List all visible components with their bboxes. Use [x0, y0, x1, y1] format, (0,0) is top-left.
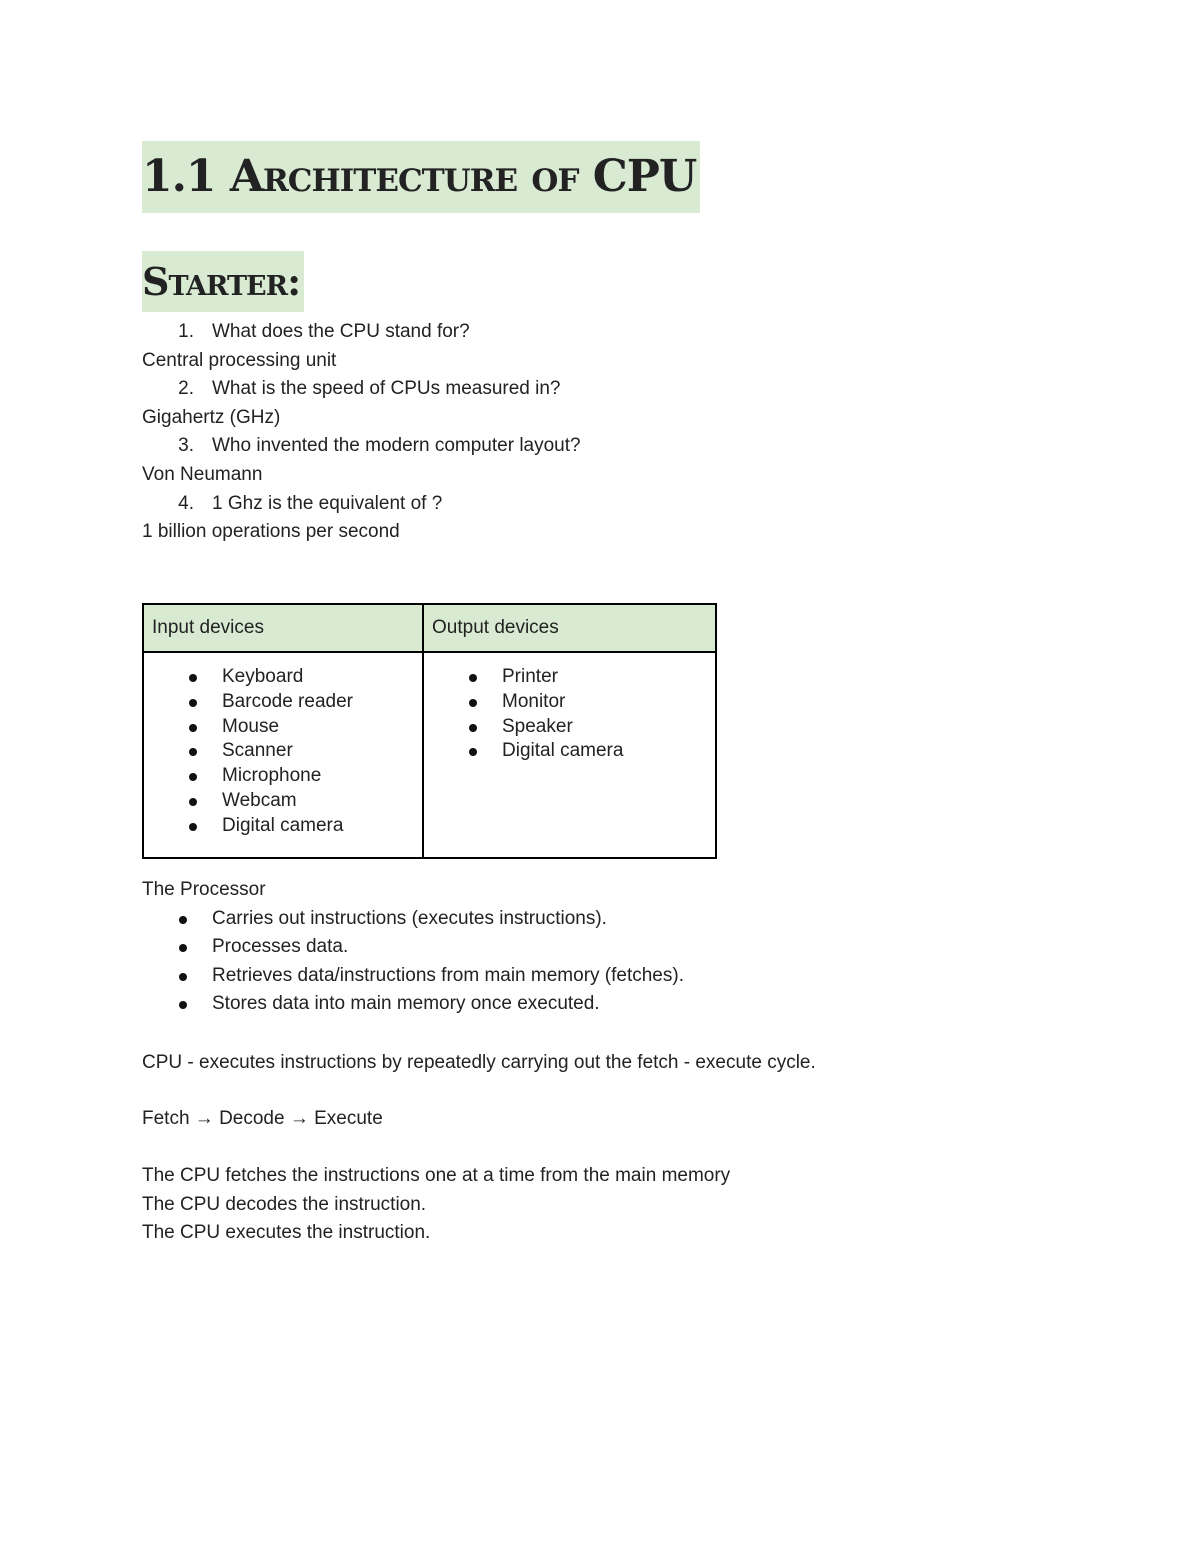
processor-points: [142, 905, 1042, 1019]
list-item: [144, 764, 422, 789]
bullet-icon: [469, 748, 477, 756]
bullet-icon: [189, 674, 197, 682]
list-item-label: Barcode reader: [222, 690, 353, 712]
input-devices-cell: [143, 652, 423, 858]
answer-text: Gigahertz (GHz): [142, 406, 281, 428]
title-text: Architecture of CPU: [229, 151, 697, 202]
answer-text: 1 billion operations per second: [142, 521, 400, 543]
bullet-icon: [469, 724, 477, 732]
cycle-step: The CPU executes the instruction.: [142, 1222, 431, 1244]
question-text: What is the speed of CPUs measured in?: [212, 378, 561, 400]
list-item-label: Webcam: [222, 789, 297, 811]
list-item-label: Stores data into main memory once executed.: [212, 993, 600, 1015]
list-item: [142, 990, 1042, 1019]
list-item-label: Speaker: [502, 715, 573, 737]
cycle-line: Fetch → Decode → Execute: [142, 1108, 383, 1129]
question-row: [142, 490, 1042, 519]
output-devices-header: Output devices: [423, 604, 716, 652]
list-item-label: Microphone: [222, 765, 322, 787]
list-item: [144, 665, 422, 690]
bullet-icon: [189, 773, 197, 781]
question-row: [142, 375, 1042, 404]
bullet-icon: [189, 798, 197, 806]
starter-questions: [142, 318, 1042, 547]
question-number: 4.: [178, 492, 194, 514]
bullet-icon: [179, 944, 187, 952]
question-number: 3.: [178, 435, 194, 457]
cpu-description: CPU - executes instructions by repeatedly carrying out the fetch - execute cycle.: [142, 1052, 816, 1073]
input-devices-header: Input devices: [143, 604, 423, 652]
list-item: [424, 739, 715, 764]
list-item: [142, 962, 1042, 991]
bullet-icon: [179, 973, 187, 981]
list-item-label: Printer: [502, 666, 558, 687]
question-row: [142, 432, 1042, 461]
title-prefix: 1.1: [142, 151, 216, 202]
question-text: What does the CPU stand for?: [212, 321, 470, 342]
question-text: 1 Ghz is the equivalent of ?: [212, 492, 443, 514]
list-item: [144, 715, 422, 740]
question-number: 2.: [178, 378, 194, 400]
list-item-label: Monitor: [502, 690, 566, 712]
bullet-icon: [189, 699, 197, 707]
bullet-icon: [189, 724, 197, 732]
input-devices-list: [144, 665, 422, 839]
devices-table: [142, 603, 717, 859]
bullet-icon: [179, 916, 187, 924]
starter-heading: Starter:: [142, 251, 304, 312]
list-item: [424, 665, 715, 690]
list-item: [144, 814, 422, 839]
list-item: [424, 715, 715, 740]
list-item-label: Retrieves data/instructions from main memory (fetches).: [212, 964, 684, 986]
list-item: [144, 739, 422, 764]
cycle-steps: [142, 1162, 730, 1248]
bullet-icon: [469, 674, 477, 682]
question-row: [142, 318, 1042, 347]
answer-text: Central processing unit: [142, 349, 337, 371]
list-item-label: Scanner: [222, 740, 293, 762]
list-item-label: Keyboard: [222, 666, 304, 687]
bullet-icon: [469, 699, 477, 707]
list-item: [424, 690, 715, 715]
list-item: [144, 789, 422, 814]
list-item-label: Carries out instructions (executes instructions).: [212, 907, 607, 929]
page-title: [142, 141, 700, 213]
bullet-icon: [189, 823, 197, 831]
list-item: [142, 933, 1042, 962]
output-devices-list: [424, 665, 715, 764]
cycle-step: The CPU decodes the instruction.: [142, 1193, 427, 1215]
list-item-label: Processes data.: [212, 936, 349, 958]
list-item: [144, 690, 422, 715]
list-item: [142, 905, 1042, 934]
cycle-step: The CPU fetches the instructions one at a time from the main memory: [142, 1165, 731, 1186]
output-devices-cell: [423, 652, 716, 858]
question-text: Who invented the modern computer layout?: [212, 435, 581, 457]
bullet-icon: [189, 748, 197, 756]
list-item-label: Mouse: [222, 715, 280, 737]
processor-section: [142, 876, 1042, 1019]
answer-text: Von Neumann: [142, 463, 263, 485]
bullet-icon: [179, 1001, 187, 1009]
question-number: 1.: [178, 321, 194, 342]
processor-heading: The Processor: [142, 879, 266, 900]
list-item-label: Digital camera: [502, 740, 624, 762]
list-item-label: Digital camera: [222, 814, 344, 836]
